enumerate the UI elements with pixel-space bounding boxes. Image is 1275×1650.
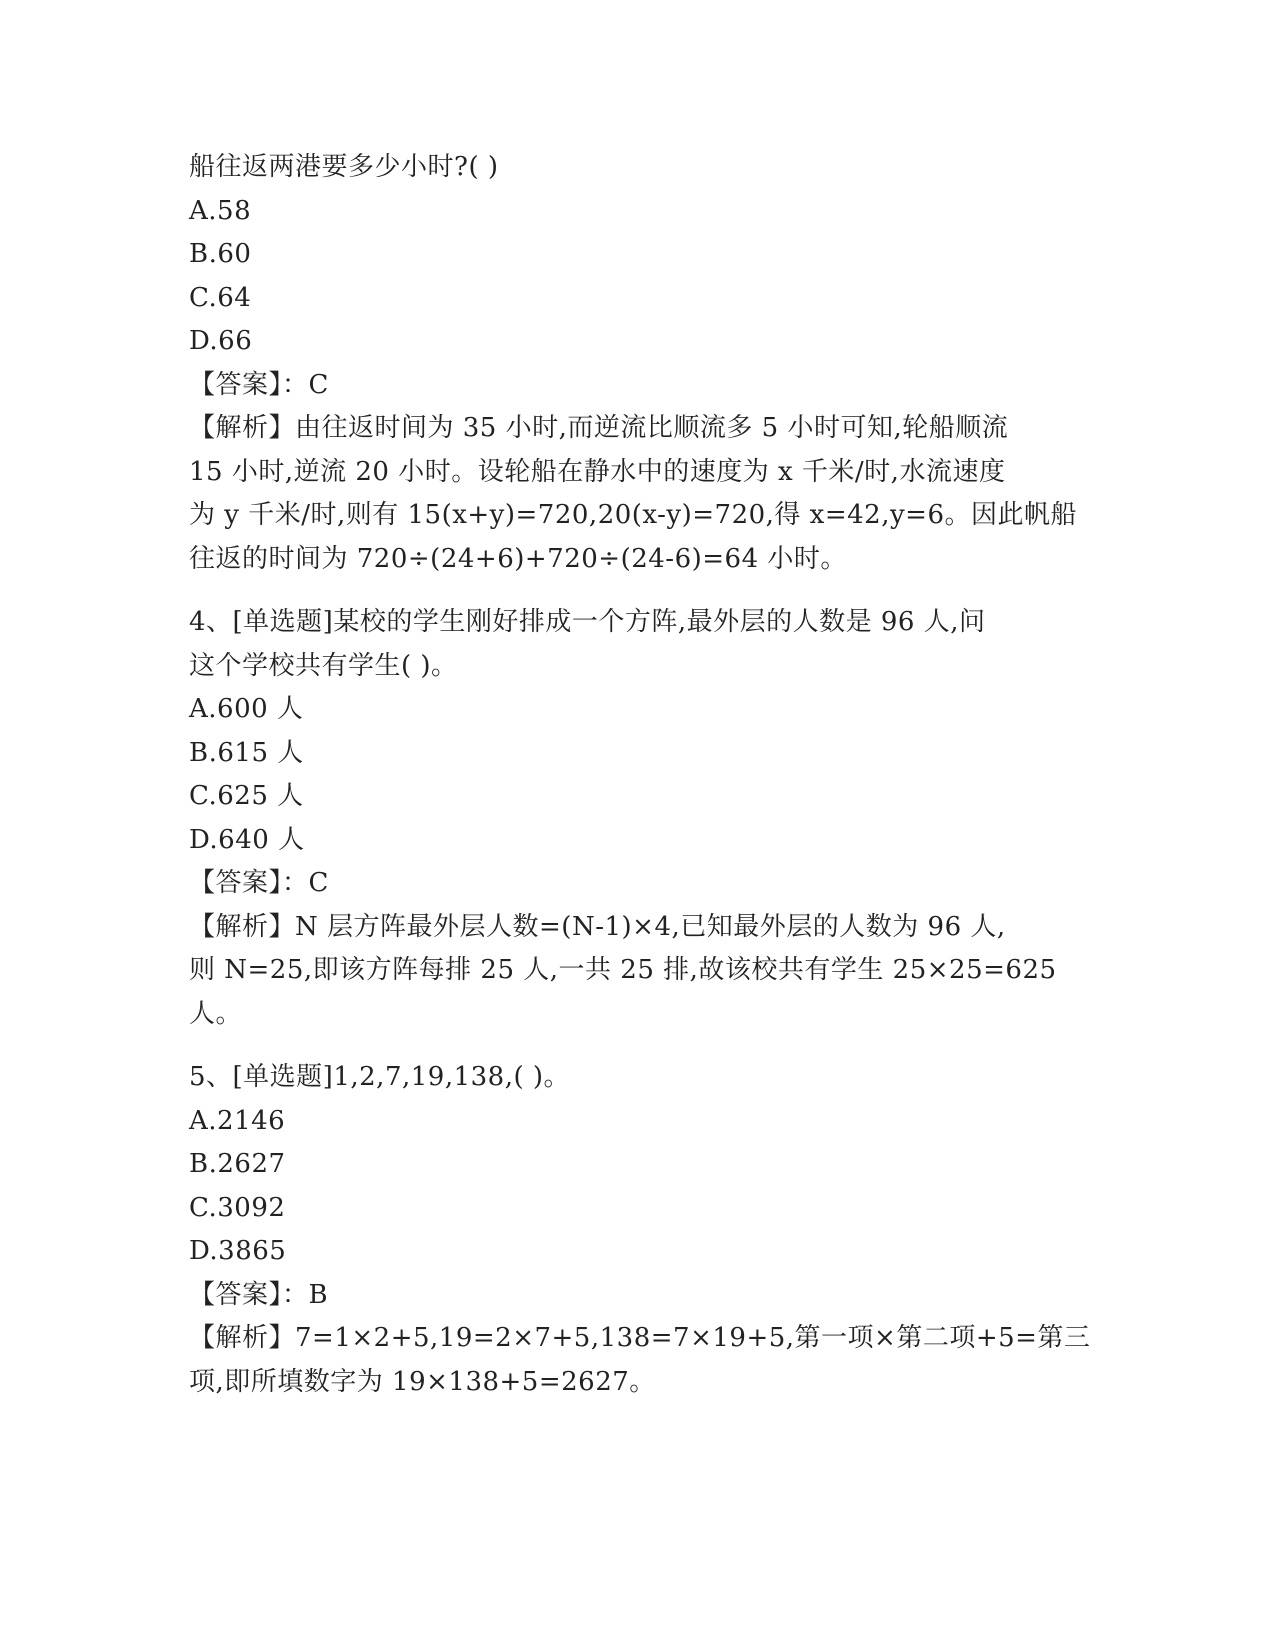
analysis-line: 往返的时间为 720÷(24+6)+720÷(24-6)=64 小时。: [189, 543, 847, 574]
spacer: [189, 581, 1089, 601]
analysis-line: 15 小时,逆流 20 小时。设轮船在静水中的速度为 x 千米/时,水流速度: [189, 456, 1006, 487]
answer: 【答案】：C: [189, 369, 329, 400]
option-c: C.64: [189, 282, 252, 313]
question-stem: 5、[单选题]1,2,7,19,138,( )。: [189, 1062, 571, 1092]
option-a: A.2146: [189, 1105, 286, 1136]
answer: 【答案】：B: [189, 1279, 329, 1310]
question-stem: 这个学校共有学生( )。: [189, 650, 458, 681]
option-c: C.625 人: [189, 781, 304, 811]
option-b: B.615 人: [189, 737, 304, 768]
analysis-line: 为 y 千米/时,则有 15(x+y)=720,20(x-y)=720,得 x=42,y=6。因此帆船: [189, 500, 1077, 530]
option-a: A.58: [189, 195, 252, 226]
analysis-line: 则 N=25,即该方阵每排 25 人,一共 25 排,故该校共有学生 25×25=625: [189, 955, 1057, 985]
option-b: B.2627: [189, 1149, 286, 1179]
question-5: [189, 1056, 1089, 1404]
question-stem: 船往返两港要多少小时?( ): [189, 152, 499, 182]
answer: 【答案】：C: [189, 868, 329, 898]
question-4: [189, 601, 1089, 1036]
question-stem: 4、[单选题]某校的学生刚好排成一个方阵,最外层的人数是 96 人,问: [189, 607, 986, 637]
option-d: D.640 人: [189, 824, 305, 855]
analysis-line: 项,即所填数字为 19×138+5=2627。: [189, 1366, 656, 1397]
option-d: D.66: [189, 326, 253, 356]
option-a: A.600 人: [189, 694, 304, 724]
document-page: [189, 146, 1089, 1404]
analysis-line: 【解析】N 层方阵最外层人数=(N-1)×4,已知最外层的人数为 96 人,: [189, 911, 1006, 942]
spacer: [189, 1036, 1089, 1056]
analysis-line: 人。: [189, 998, 243, 1029]
option-c: C.3092: [189, 1192, 286, 1223]
analysis-line: 【解析】由往返时间为 35 小时,而逆流比顺流多 5 小时可知,轮船顺流: [189, 413, 1009, 443]
option-b: B.60: [189, 239, 252, 269]
analysis-line: 【解析】7=1×2+5,19=2×7+5,138=7×19+5,第一项×第二项+5=第三: [189, 1323, 1091, 1353]
question-3: [189, 146, 1089, 581]
option-d: D.3865: [189, 1236, 287, 1266]
